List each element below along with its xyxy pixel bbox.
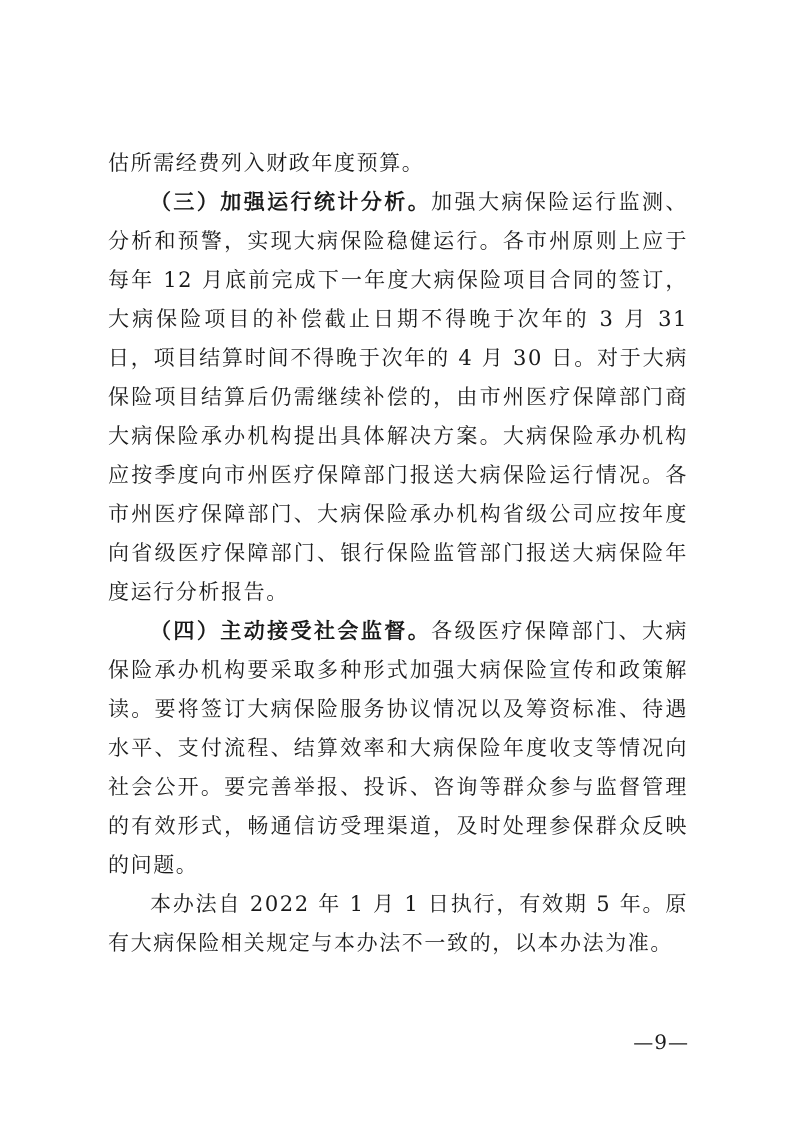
body-text — [108, 144, 688, 963]
paragraph-effective-date: 本办法自 2022 年 1 月 1 日执行，有效期 5 年。原有大病保险相关规定与本办法不一致的，以本办法为准。 — [108, 892, 688, 955]
paragraph-continuation: 估所需经费列入财政年度预算。 — [108, 151, 425, 175]
paragraph-section-3 — [108, 183, 688, 612]
section-3-body: 加强大病保险运行监测、分析和预警，实现大病保险稳健运行。各市州原则上应于每年 12 月底前完成下一年度大病保险项目合同的签订，大病保险项目的补偿截止日期不得晚于次年的 3 月 31 日，项目结算时间不得晚于次年的 4 月 30 日。对于大病保险项目结算后仍需继续补偿的，由市州医疗保障部门商大病保险承办机构提出具体解决方案。大病保险承办机构应按季度向市州医疗保障部门报送大病保险运行情况。各市州医疗保障部门、大病保险承办机构省级公司应按年度向省级医疗保障部门、银行保险监管部门报送大病保险年度运行分析报告。 — [108, 190, 688, 604]
page-number: —9— — [633, 1030, 689, 1054]
section-4-body: 各级医疗保障部门、大病保险承办机构要采取多种形式加强大病保险宣传和政策解读。要将签订大病保险服务协议情况以及筹资标准、待遇水平、支付流程、结算效率和大病保险年度收支等情况向社会公开。要完善举报、投诉、咨询等群众参与监督管理的有效形式，畅通信访受理渠道，及时处理参保群众反映的问题。 — [108, 619, 688, 877]
section-3-heading: （三）加强运行统计分析。 — [150, 190, 432, 214]
paragraph-section-4 — [108, 612, 688, 885]
section-4-heading: （四）主动接受社会监督。 — [150, 619, 432, 643]
